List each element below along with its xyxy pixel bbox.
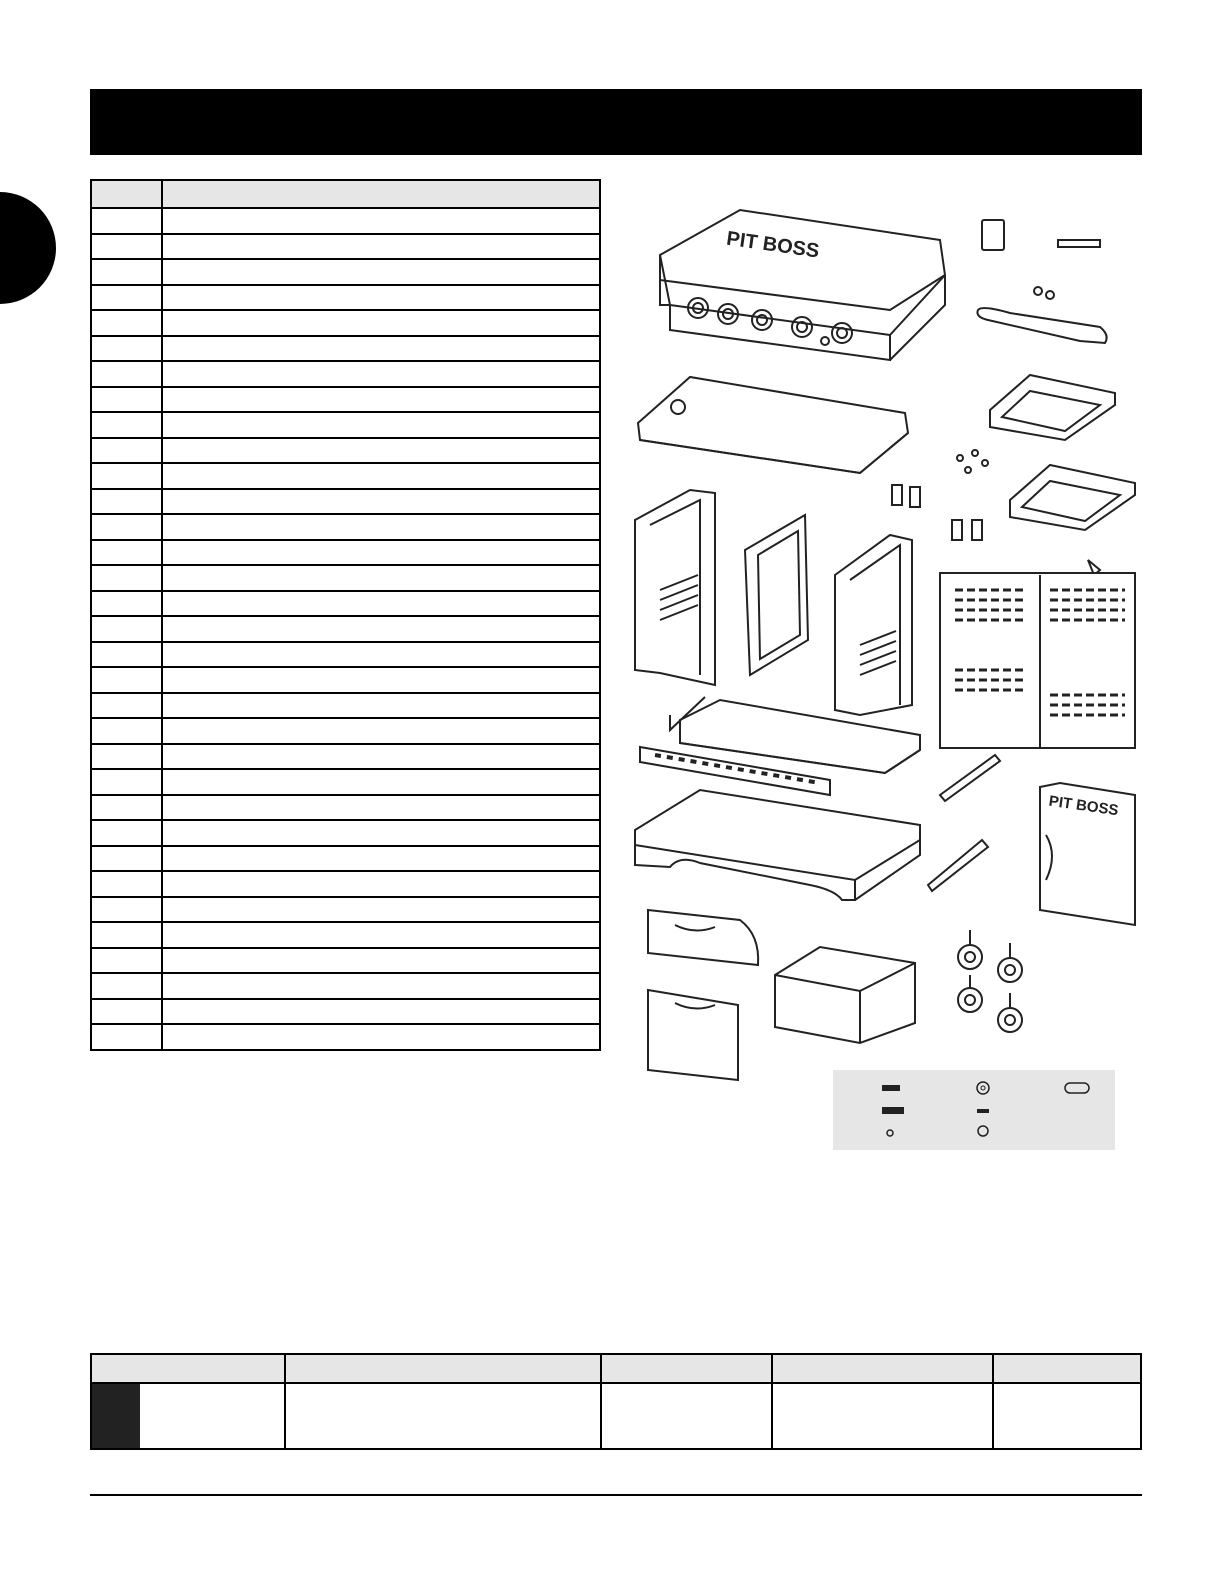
part-description-cell xyxy=(162,744,600,770)
part-number-cell xyxy=(91,336,162,362)
table-row xyxy=(91,973,600,999)
spec-header xyxy=(772,1354,993,1383)
part-number-cell xyxy=(91,642,162,668)
part-description-cell xyxy=(162,820,600,846)
spec-cell-model xyxy=(91,1383,285,1449)
part-description-cell xyxy=(162,514,600,540)
table-row xyxy=(91,565,600,591)
table-row xyxy=(91,667,600,693)
spec-cell xyxy=(993,1383,1141,1449)
table-header-row xyxy=(91,180,600,208)
accessory-small-parts xyxy=(977,220,1106,343)
part-number-cell xyxy=(91,361,162,387)
part-description-cell xyxy=(162,973,600,999)
part-description-cell xyxy=(162,438,600,464)
right-door-drawing xyxy=(1040,783,1135,925)
table-row xyxy=(91,897,600,923)
table-row xyxy=(91,540,600,566)
spec-header xyxy=(601,1354,772,1383)
part-number-cell xyxy=(91,999,162,1025)
caster-wheels-drawing xyxy=(958,930,1022,1032)
table-row xyxy=(91,361,600,387)
part-number-cell xyxy=(91,1024,162,1050)
spec-cell xyxy=(285,1383,601,1449)
part-number-cell xyxy=(91,259,162,285)
part-number-cell xyxy=(91,667,162,693)
griddle-plate-drawing xyxy=(638,377,908,473)
part-description-cell xyxy=(162,871,600,897)
part-description-cell xyxy=(162,361,600,387)
part-description-cell xyxy=(162,412,600,438)
side-shelf-drawing xyxy=(990,375,1135,530)
part-description-cell xyxy=(162,642,600,668)
table-row xyxy=(91,769,600,795)
column-header-description xyxy=(162,180,600,208)
rail-parts xyxy=(928,755,1000,891)
spec-row xyxy=(91,1383,1141,1449)
part-description-cell xyxy=(162,540,600,566)
part-description-cell xyxy=(162,616,600,642)
spec-header xyxy=(993,1354,1141,1383)
spec-cell xyxy=(601,1383,772,1449)
table-row xyxy=(91,846,600,872)
part-description-cell xyxy=(162,667,600,693)
door-brand-text: PIT BOSS xyxy=(1047,792,1120,820)
table-row xyxy=(91,259,600,285)
table-row xyxy=(91,999,600,1025)
table-row xyxy=(91,693,600,719)
table-row xyxy=(91,412,600,438)
part-number-cell xyxy=(91,948,162,974)
section-tab xyxy=(0,192,56,304)
part-description-cell xyxy=(162,234,600,260)
part-number-cell xyxy=(91,285,162,311)
part-description-cell xyxy=(162,795,600,821)
table-row xyxy=(91,795,600,821)
part-number-cell xyxy=(91,234,162,260)
spec-header-row xyxy=(91,1354,1141,1383)
spec-table xyxy=(90,1353,1142,1450)
grill-lid-drawing xyxy=(660,210,945,360)
table-row xyxy=(91,1024,600,1050)
spec-cell xyxy=(772,1383,993,1449)
table-row xyxy=(91,234,600,260)
part-description-cell xyxy=(162,1024,600,1050)
table-row xyxy=(91,463,600,489)
center-cabinet-panel xyxy=(745,515,808,675)
table-row xyxy=(91,310,600,336)
cart-base-drawing xyxy=(635,790,920,900)
part-description-cell xyxy=(162,310,600,336)
table-row xyxy=(91,616,600,642)
part-number-cell xyxy=(91,412,162,438)
part-description-cell xyxy=(162,897,600,923)
part-number-cell xyxy=(91,718,162,744)
table-row xyxy=(91,208,600,234)
part-description-cell xyxy=(162,463,600,489)
table-row xyxy=(91,438,600,464)
part-number-cell xyxy=(91,897,162,923)
table-row xyxy=(91,871,600,897)
part-number-cell xyxy=(91,310,162,336)
part-number-cell xyxy=(91,769,162,795)
part-number-cell xyxy=(91,514,162,540)
table-row xyxy=(91,489,600,515)
part-number-cell xyxy=(91,795,162,821)
right-cabinet-panel xyxy=(835,535,912,715)
part-description-cell xyxy=(162,846,600,872)
part-description-cell xyxy=(162,999,600,1025)
column-header-number xyxy=(91,180,162,208)
part-description-cell xyxy=(162,336,600,362)
lid-brand-text: PIT BOSS xyxy=(725,227,821,263)
part-number-cell xyxy=(91,693,162,719)
part-description-cell xyxy=(162,591,600,617)
part-number-cell xyxy=(91,591,162,617)
table-row xyxy=(91,642,600,668)
table-row xyxy=(91,948,600,974)
hardware-box xyxy=(833,1070,1115,1150)
parts-list-table xyxy=(90,179,601,1051)
part-description-cell xyxy=(162,208,600,234)
spec-header xyxy=(91,1354,285,1383)
spec-header xyxy=(285,1354,601,1383)
part-number-cell xyxy=(91,208,162,234)
table-row xyxy=(91,922,600,948)
part-number-cell xyxy=(91,871,162,897)
color-swatch xyxy=(92,1384,140,1448)
table-row xyxy=(91,387,600,413)
part-number-cell xyxy=(91,438,162,464)
part-number-cell xyxy=(91,489,162,515)
part-number-cell xyxy=(91,922,162,948)
double-door-panel xyxy=(940,573,1135,748)
part-description-cell xyxy=(162,565,600,591)
part-description-cell xyxy=(162,922,600,948)
table-row xyxy=(91,718,600,744)
part-number-cell xyxy=(91,973,162,999)
part-description-cell xyxy=(162,718,600,744)
part-description-cell xyxy=(162,489,600,515)
part-number-cell xyxy=(91,820,162,846)
part-number-cell xyxy=(91,463,162,489)
part-description-cell xyxy=(162,285,600,311)
left-cabinet-panel xyxy=(635,490,715,685)
exploded-parts-diagram xyxy=(610,195,1140,1160)
part-number-cell xyxy=(91,616,162,642)
drawer-front-drawing xyxy=(648,910,758,1080)
table-row xyxy=(91,591,600,617)
table-row xyxy=(91,820,600,846)
part-number-cell xyxy=(91,744,162,770)
part-description-cell xyxy=(162,259,600,285)
table-row xyxy=(91,336,600,362)
table-row xyxy=(91,744,600,770)
part-number-cell xyxy=(91,387,162,413)
page-header xyxy=(90,89,1142,155)
footer-rule xyxy=(90,1494,1142,1496)
part-description-cell xyxy=(162,693,600,719)
part-description-cell xyxy=(162,948,600,974)
part-number-cell xyxy=(91,540,162,566)
table-row xyxy=(91,514,600,540)
drawer-box-drawing xyxy=(775,947,915,1043)
table-row xyxy=(91,285,600,311)
part-number-cell xyxy=(91,565,162,591)
part-number-cell xyxy=(91,846,162,872)
part-description-cell xyxy=(162,769,600,795)
part-description-cell xyxy=(162,387,600,413)
